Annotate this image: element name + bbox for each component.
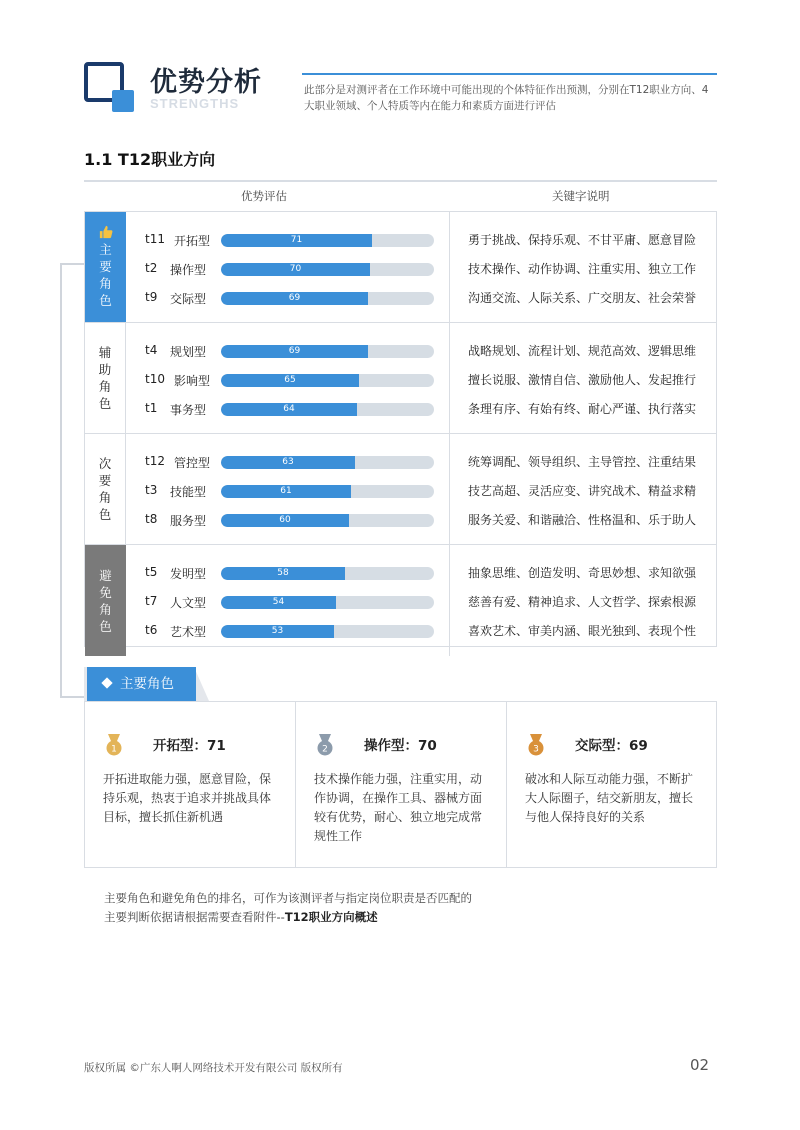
score-bar-track [221,292,434,305]
role-group-label-char: 主 [99,242,112,257]
score-bar-track [221,403,434,416]
page-subtitle: STRENGTHS [150,96,240,111]
score-value: 69 [288,346,301,356]
score-row [126,510,450,530]
role-name: 服务型 [170,514,207,528]
diamond-icon [101,677,112,688]
page-description: 此部分是对测评者在工作环境中可能出现的个体特征作出预测，分别在T12职业方向、4大职业领域、个人特质等内在能力和素质方面进行评估 [304,84,709,112]
report-logo [84,62,136,112]
keyword-text: 擅长说服、激情自信、激励他人、发起推行 [468,373,697,387]
role-code: t3 [145,483,158,497]
keyword-text: 技术操作、动作协调、注重实用、独立工作 [468,262,697,276]
role-group-label-char: 色 [99,293,112,308]
role-table [84,211,717,647]
score-bar-track [221,596,434,609]
keyword-text: 条理有序、有始有终、耐心严谨、执行落实 [468,402,697,416]
role-code: t4 [145,343,158,357]
role-card-title: 开拓型：71 [153,738,226,754]
bronze-medal-icon [527,734,545,756]
keywords-cell [451,434,716,544]
role-group [85,323,716,434]
footnote-line: 主要判断依据请根据需要查看附件-- [104,910,285,924]
role-group-label-char: 免 [99,584,112,600]
role-group-label-char: 助 [98,362,112,377]
gold-medal-icon [105,734,123,756]
section-title: 1.1 T12职业方向 [84,150,216,169]
score-value: 58 [277,568,289,578]
silver-medal-icon [316,734,334,756]
role-code: t5 [145,565,158,579]
role-group-label-char: 角 [98,379,112,394]
role-group-label [85,323,126,433]
role-group [85,545,716,656]
main-roles-tab-label: 主要角色 [120,676,174,692]
score-value: 70 [289,264,302,274]
score-row [126,452,450,472]
role-code: t10 [145,372,165,386]
score-bar-track [221,345,434,358]
main-role-cards [84,701,717,868]
role-card-text: 破冰和人际互动能力强，不断扩大人际圈子，结交新朋友，擅长与他人保持良好的关系 [525,772,694,824]
thumbs-up-icon [99,225,113,239]
role-code: t1 [145,401,158,415]
keywords-cell [451,212,716,322]
keywords-cell [451,323,716,433]
role-name: 影响型 [174,374,211,388]
keyword-text: 战略规划、流程计划、规范高效、逻辑思维 [468,344,697,358]
role-group-label [85,545,126,656]
role-name: 技能型 [170,485,207,499]
role-group-label [85,434,126,544]
page-number: 02 [690,1056,710,1074]
score-row [126,592,450,612]
score-bar-track [221,263,434,276]
role-card [295,702,506,867]
role-code: t6 [145,623,158,637]
role-group-label [85,212,126,322]
role-name: 艺术型 [170,625,207,639]
role-card-text: 技术操作能力强，注重实用，动作协调，在操作工具、器械方面较有优势，耐心、独立地完成常规性工作 [314,772,483,843]
role-name: 交际型 [170,292,207,306]
role-name: 开拓型 [174,234,211,248]
score-bar-track [221,514,434,527]
keyword-text: 沟通交流、人际关系、广交朋友、社会荣誉 [468,291,697,305]
score-bar-track [221,485,434,498]
keyword-text: 慈善有爱、精神追求、人文哲学、探索根源 [468,595,697,609]
role-name: 规划型 [170,345,207,359]
column-header-keywords: 关键字说明 [552,189,610,203]
role-name: 人文型 [170,596,207,610]
keyword-text: 技艺高超、灵活应变、讲究战术、精益求精 [468,484,697,498]
assessment-cell [126,212,450,322]
role-card-text: 开拓进取能力强，愿意冒险，保持乐观，热衷于追求并挑战具体目标，擅长抓住新机遇 [103,772,272,824]
assessment-cell [126,545,450,656]
role-group-label-char: 色 [99,618,112,634]
score-value: 60 [279,515,291,525]
role-group-label-char: 色 [98,396,112,411]
role-group-label-char: 要 [99,259,112,274]
score-row [126,341,450,361]
role-code: t7 [145,594,158,608]
score-row [126,370,450,390]
score-bar-track [221,234,434,247]
role-name: 发明型 [170,567,207,581]
footnote [104,889,472,927]
keywords-cell [451,545,716,656]
copyright: 版权所属 ©广东人啊人网络技术开发有限公司 版权所有 [84,1062,343,1074]
score-value: 53 [271,626,284,636]
svg-text:2: 2 [322,744,328,755]
footnote-link-text: T12职业方向概述 [284,910,378,924]
role-group-label-char: 角 [99,601,112,617]
role-group-label-char: 次 [98,456,112,471]
keyword-text: 喜欢艺术、审美内涵、眼光独到、表现个性 [468,624,697,638]
header-divider [302,73,717,75]
connector-line [60,696,87,698]
keyword-text: 服务关爱、和谐融洽、性格温和、乐于助人 [468,513,697,527]
role-group-label-char: 要 [98,473,112,488]
score-value: 71 [290,235,303,245]
role-code: t9 [145,290,158,304]
role-group-label-char: 角 [98,490,112,505]
score-bar-track [221,456,434,469]
score-value: 61 [280,486,292,496]
role-code: t2 [145,261,158,275]
role-group [85,212,716,323]
role-group-label-char: 辅 [98,345,112,360]
section-divider [84,180,717,182]
column-header-assessment: 优势评估 [241,189,287,203]
role-card [85,702,296,867]
role-name: 管控型 [174,456,211,470]
keyword-text: 抽象思维、创造发明、奇思妙想、求知欲强 [468,566,697,580]
score-row [126,399,450,419]
keyword-text: 勇于挑战、保持乐观、不甘平庸、愿意冒险 [468,233,697,247]
score-value: 63 [282,457,294,467]
role-group-label-char: 角 [99,276,112,291]
role-group-label-char: 色 [98,507,112,522]
role-code: t11 [145,232,165,246]
role-card-title: 交际型：69 [575,738,648,754]
role-card-title: 操作型：70 [364,738,437,754]
svg-text:3: 3 [533,744,539,755]
score-value: 65 [284,375,296,385]
role-card [506,702,717,867]
score-value: 69 [288,293,301,303]
svg-text:1: 1 [111,744,117,755]
connector-line [60,263,85,265]
role-group-label-char: 避 [99,567,112,583]
connector-line [60,263,62,697]
role-group [85,434,716,545]
score-row [126,563,450,583]
role-name: 操作型 [170,263,207,277]
footnote-line: 主要角色和避免角色的排名，可作为该测评者与指定岗位职责是否匹配的 [104,891,472,905]
score-row [126,288,450,308]
score-row [126,230,450,250]
role-code: t12 [145,454,165,468]
assessment-cell [126,323,450,433]
assessment-cell [126,434,450,544]
keyword-text: 统筹调配、领导组织、主导管控、注重结果 [468,455,697,469]
score-bar-track [221,567,434,580]
main-roles-tab [87,667,196,701]
score-row [126,621,450,641]
score-bar-track [221,625,434,638]
score-row [126,259,450,279]
score-value: 64 [283,404,295,414]
role-name: 事务型 [170,403,207,417]
score-row [126,481,450,501]
role-code: t8 [145,512,158,526]
score-value: 54 [272,597,285,607]
score-bar-track [221,374,434,387]
page-title: 优势分析 [150,67,262,98]
